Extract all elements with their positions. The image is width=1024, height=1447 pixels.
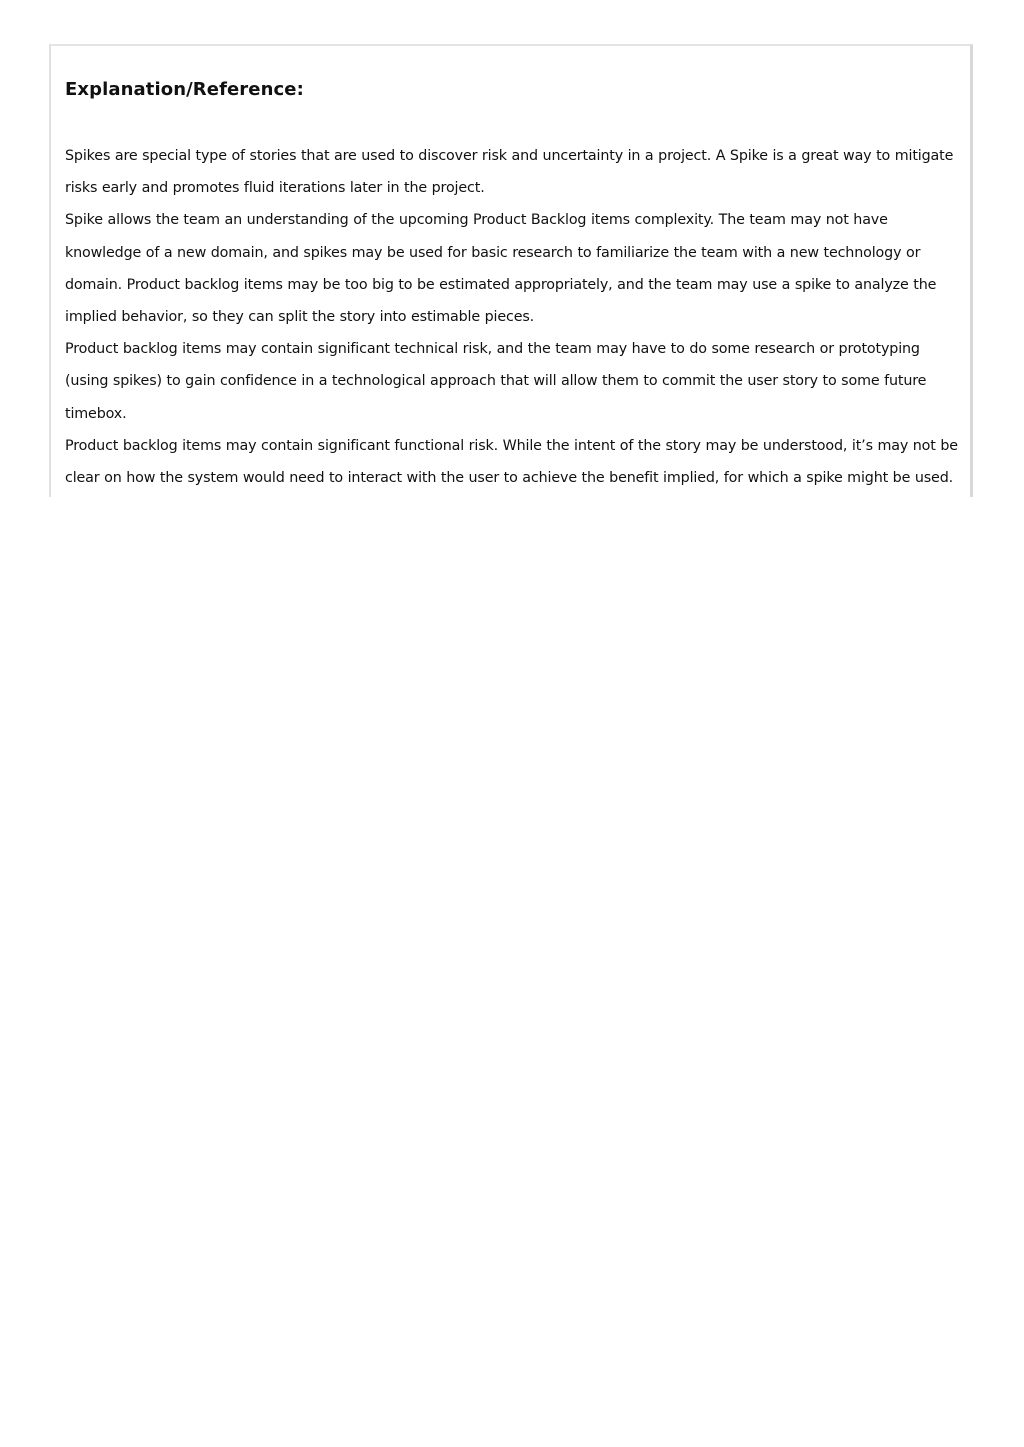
- explanation-body: [65, 140, 965, 494]
- section-title: Explanation/Reference:: [65, 79, 304, 100]
- explanation-paragraph: Spikes are special type of stories that are used to discover risk and uncertainty in a project. A Spike is a great way to mitigate risks early and promotes fluid iterations later in the project.: [65, 148, 954, 197]
- explanation-panel: [49, 44, 973, 497]
- explanation-paragraph: Product backlog items may contain significant technical risk, and the team may have to do some research or prototyping (using spikes) to gain confidence in a technological approach that will allow them to commit the user story to some future timebox.: [65, 341, 927, 422]
- explanation-paragraph: Spike allows the team an understanding of the upcoming Product Backlog items complexity. The team may not have knowledge of a new domain, and spikes may be used for basic research to familiarize the team with a new technology or domain. Product backlog items may be too big to be estimated appropriately, and the team may use a spike to analyze the implied behavior, so they can split the story into estimable pieces.: [65, 212, 937, 326]
- explanation-paragraph: Product backlog items may contain significant functional risk. While the intent of the story may be understood, it’s may not be clear on how the system would need to interact with the user to achieve the benefit implied, for which a spike might be used.: [65, 437, 958, 487]
